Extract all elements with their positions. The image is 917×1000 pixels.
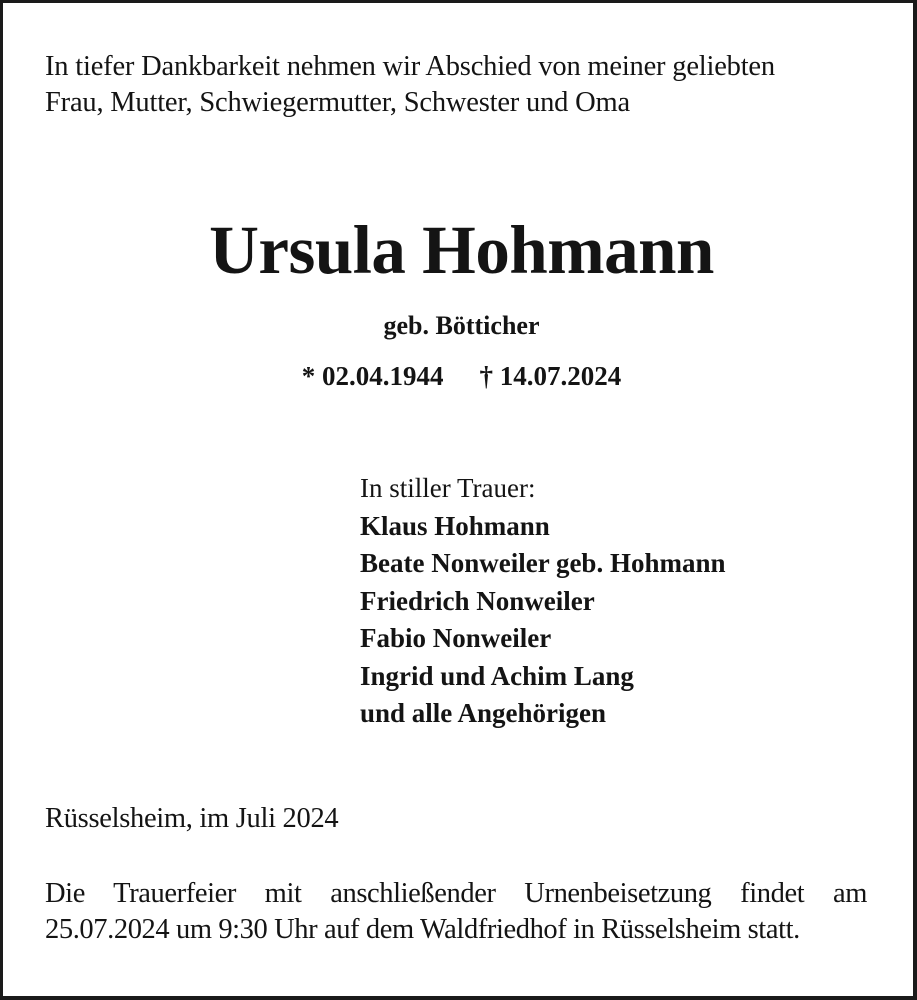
mourner-name: Klaus Hohmann: [360, 510, 550, 541]
funeral-info: [45, 876, 867, 948]
mourners-block: [360, 470, 726, 733]
death-date: † 14.07.2024: [479, 361, 622, 391]
mourners-heading: In stiller Trauer:: [360, 473, 536, 503]
deceased-name: Ursula Hohmann: [209, 212, 714, 288]
intro-text: [45, 49, 875, 121]
funeral-info-line: Die Trauerfeier mit anschließender Urnenbeisetzung findet am: [45, 878, 867, 909]
intro-line: In tiefer Dankbarkeit nehmen wir Abschied von meiner geliebten: [45, 51, 775, 82]
mourner-name: Ingrid und Achim Lang: [360, 660, 634, 691]
place-and-date: Rüsselsheim, im Juli 2024: [45, 803, 339, 834]
mourner-name: Beate Nonweiler geb. Hohmann: [360, 548, 726, 578]
mourner-name: und alle Angehörigen: [360, 698, 607, 728]
mourner-name: Friedrich Nonweiler: [360, 585, 595, 616]
maiden-name: geb. Bötticher: [383, 311, 540, 340]
life-dates: [3, 358, 917, 394]
mourner-name: Fabio Nonweiler: [360, 623, 552, 653]
funeral-info-line: 25.07.2024 um 9:30 Uhr auf dem Waldfriedhof in Rüsselsheim statt.: [45, 914, 800, 945]
birth-date: * 02.04.1944: [301, 361, 444, 391]
intro-line: Frau, Mutter, Schwiegermutter, Schwester und Oma: [45, 87, 630, 118]
